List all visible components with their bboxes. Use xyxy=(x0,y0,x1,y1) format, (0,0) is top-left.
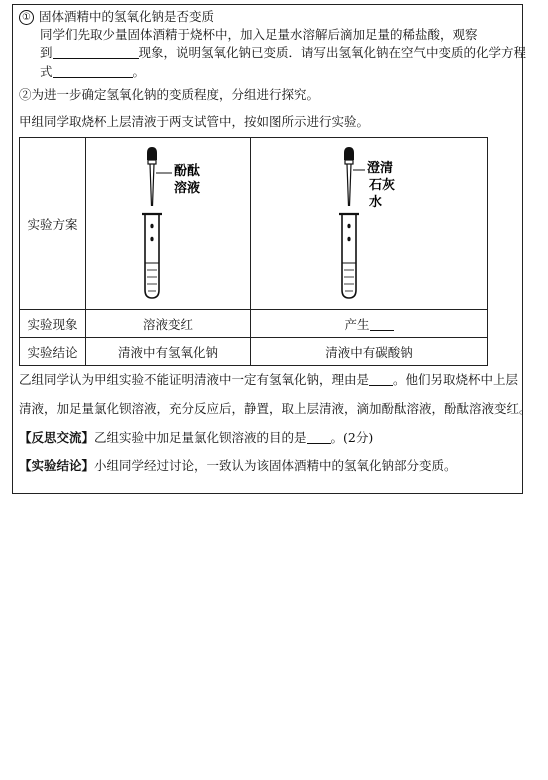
conclusion-limewater: 清液中有碳酸钠 xyxy=(251,338,488,366)
row-label-conclusion: 实验结论 xyxy=(20,338,86,366)
answer-blank-equation[interactable] xyxy=(53,65,133,78)
plan-cell-phenolphthalein xyxy=(86,138,251,310)
reflection-line xyxy=(19,430,373,446)
text-segment: 到 xyxy=(40,45,53,60)
table-row-conclusion xyxy=(20,338,488,366)
conclusion-phenolphthalein: 清液中有氢氧化钠 xyxy=(86,338,251,366)
step-2-text: ②为进一步确定氢氧化钠的变质程度，分组进行探究。 xyxy=(19,87,320,102)
answer-blank-reason[interactable] xyxy=(369,373,393,386)
group-b-line-1 xyxy=(19,372,518,388)
reagent-label-phenolphthalein-1: 酚酞 xyxy=(174,164,201,179)
group-a-intro: 甲组同学取烧杯上层清液于两支试管中，按如图所示进行实验。 xyxy=(19,114,370,129)
group-b-line-2: 清液，加足量氯化钡溶液，充分反应后，静置，取上层清液，滴加酚酞溶液，酚酞溶液变红。 xyxy=(19,401,532,416)
circled-number-marker: ① xyxy=(19,10,34,25)
reagent-label-limewater-1: 澄清 xyxy=(367,161,394,176)
phenomenon-limewater xyxy=(251,310,488,338)
text-segment: 式 xyxy=(40,64,53,79)
text-segment: 乙组实验中加足量氯化钡溶液的目的是 xyxy=(94,430,307,445)
phenomenon-phenolphthalein: 溶液变红 xyxy=(86,310,251,338)
conclusion-tag: 【实验结论】 xyxy=(19,458,95,473)
test-tube-dropper-diagram-2 xyxy=(251,138,487,309)
text-segment: 。他们另取烧杯中上层 xyxy=(393,372,519,387)
question-heading-line xyxy=(19,9,214,25)
reagent-label-limewater-2: 石灰 xyxy=(369,178,396,193)
text-segment: 产生 xyxy=(344,316,370,332)
row-label-plan: 实验方案 xyxy=(20,138,86,310)
table-row-plan xyxy=(20,138,488,310)
reagent-label-limewater-3: 水 xyxy=(369,195,383,210)
text-segment: 。(2分) xyxy=(330,430,374,445)
paragraph-1-line-1: 同学们先取少量固体酒精于烧杯中，加入足量水溶解后滴加足量的稀盐酸，观察 xyxy=(40,27,478,42)
reflection-tag: 【反思交流】 xyxy=(19,430,95,445)
paragraph-1-line-3 xyxy=(40,64,145,80)
paragraph-1-line-2 xyxy=(40,45,526,61)
text-segment: 现象，说明氢氧化钠已变质．请写出氢氧化钠在空气中变质的化学方程 xyxy=(138,45,527,60)
text-segment: 乙组同学认为甲组实验不能证明清液中一定有氢氧化钠，理由是 xyxy=(19,372,370,387)
reagent-label-phenolphthalein-2: 溶液 xyxy=(174,181,201,196)
experiment-table xyxy=(19,137,488,366)
plan-cell-limewater xyxy=(251,138,488,310)
table-row-phenomenon xyxy=(20,310,488,338)
conclusion-line xyxy=(19,458,457,474)
question-heading: 固体酒精中的氢氧化钠是否变质 xyxy=(39,9,215,24)
text-segment: 小组同学经过讨论，一致认为该固体酒精中的氢氧化钠部分变质。 xyxy=(94,458,457,473)
test-tube-dropper-diagram-1 xyxy=(86,138,250,309)
row-label-phenomenon: 实验现象 xyxy=(20,310,86,338)
answer-blank-phenomenon[interactable] xyxy=(53,46,139,59)
text-segment: 。 xyxy=(132,64,146,79)
answer-blank-precipitate[interactable] xyxy=(370,318,394,331)
answer-blank-purpose[interactable] xyxy=(307,431,331,444)
